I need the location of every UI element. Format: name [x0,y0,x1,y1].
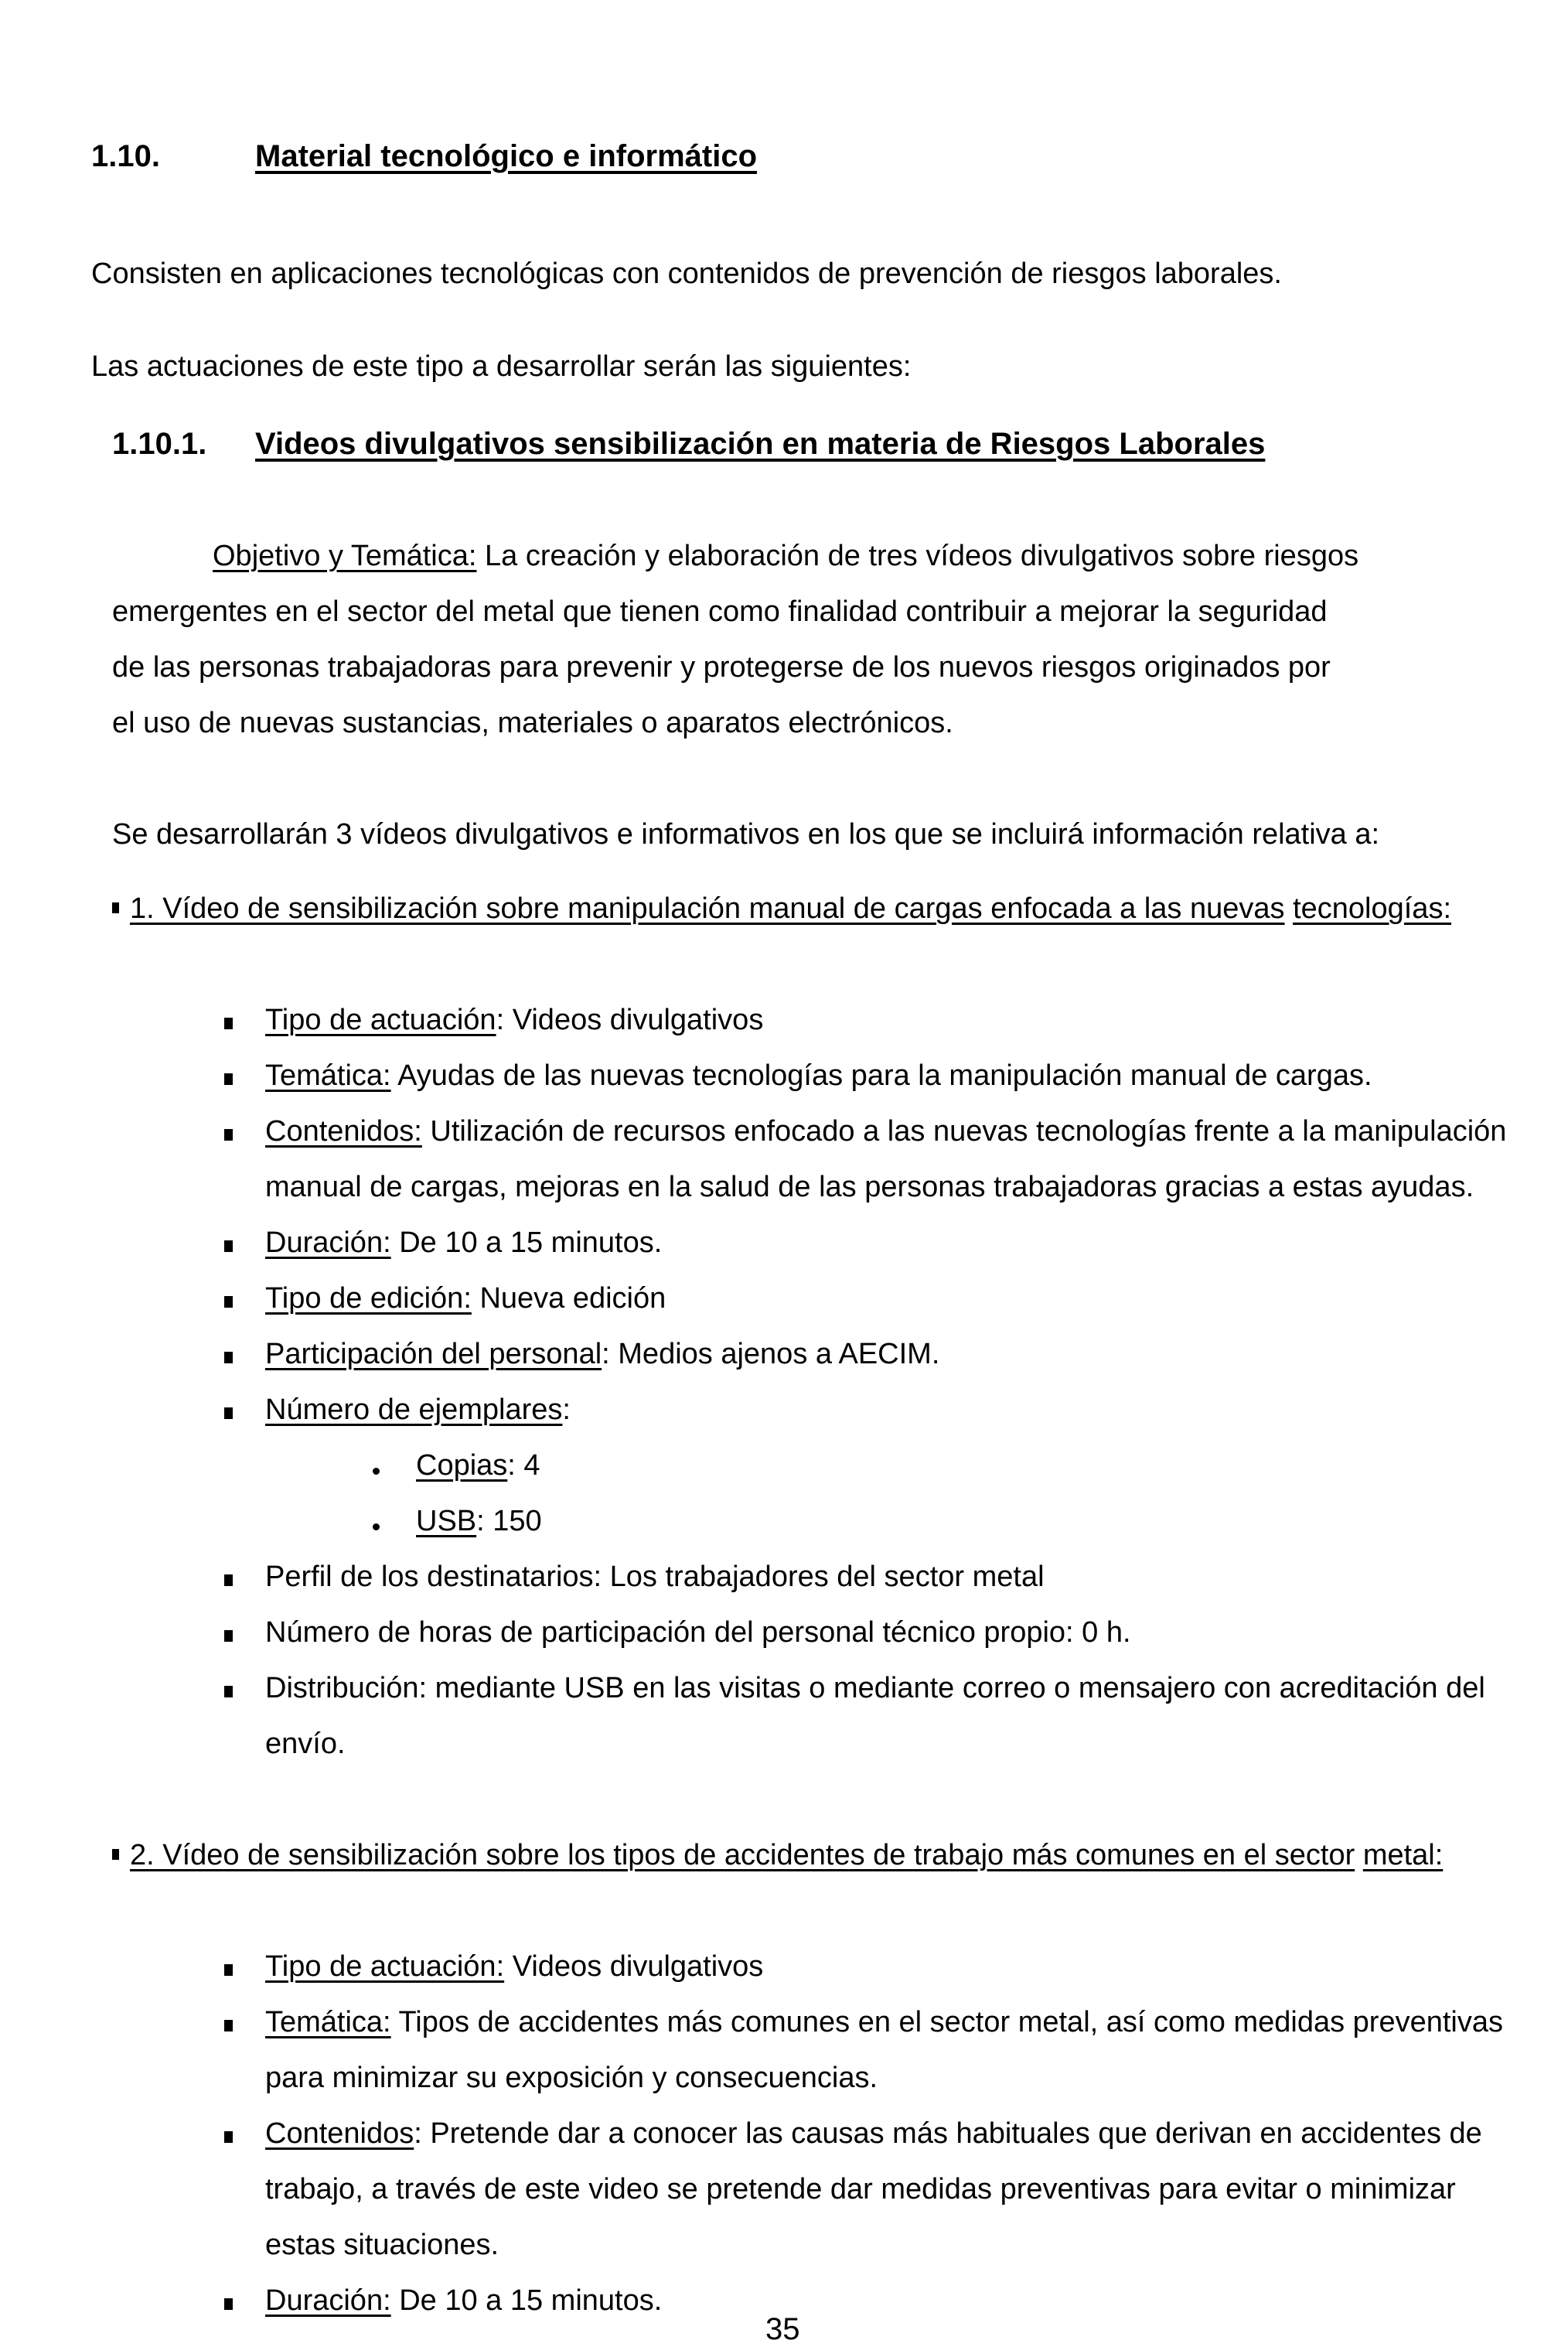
video-1-horas: Número de horas de participación del personal técnico propio: 0 h. [265,1616,1131,1649]
video-1-tipo-edicion: Tipo de edición: Nueva edición [265,1282,666,1315]
video-1-distribucion: Distribución: mediante USB en las visitas o mediante correo o mensajero con acreditación del [265,1672,1485,1704]
video-1-heading: 1. Vídeo de sensibilización sobre manipulación manual de cargas enfocada a las nuevas tecnologías: [112,892,1451,926]
subsection-title: Videos divulgativos sensibilización en materia de Riesgos Laborales [255,427,1266,461]
square-bullet-icon [224,2298,233,2310]
video-1-numero-ejemplares: Número de ejemplares: [265,1394,571,1426]
square-bullet-icon [224,2020,233,2031]
square-bullet-icon [224,1630,233,1642]
video-2-contenidos: Contenidos: Pretende dar a conocer las causas más habituales que derivan en accidentes de [265,2117,1482,2150]
video-2-duracion: Duración: De 10 a 15 minutos. [265,2284,663,2317]
square-bullet-icon [224,2131,233,2143]
video-2-heading: 2. Vídeo de sensibilización sobre los tipos de accidentes de trabajo más comunes en el sector metal: [112,1839,1443,1872]
intro-paragraph-1: Consisten en aplicaciones tecnológicas con contenidos de prevención de riesgos laborales. [91,258,1282,290]
square-bullet-icon [224,1574,233,1586]
videos-intro: Se desarrollarán 3 vídeos divulgativos e informativos en los que se incluirá información relativa a: [112,818,1380,851]
video-1-duracion: Duración: De 10 a 15 minutos. [265,1226,663,1259]
square-bullet-icon [224,1964,233,1976]
square-bullet-icon [224,1240,233,1252]
round-bullet-icon [373,1523,380,1530]
objective-line-1 [213,540,1358,573]
objective-text: La creación y elaboración de tres vídeos divulgativos sobre riesgos [476,540,1359,572]
square-bullet-icon [224,1018,233,1029]
video-1-contenidos-continuation: manual de cargas, mejoras en la salud de las personas trabajadoras gracias a estas ayudas. [265,1171,1474,1203]
objective-line-4: el uso de nuevas sustancias, materiales o aparatos electrónicos. [112,707,953,739]
square-bullet-icon [224,1407,233,1419]
objective-line-3: de las personas trabajadoras para prevenir y protegerse de los nuevos riesgos originados por [112,651,1331,684]
video-1-participacion: Participación del personal: Medios ajenos a AECIM. [265,1338,940,1370]
square-bullet-icon [224,1073,233,1085]
video-2-tipo-actuacion: Tipo de actuación: Videos divulgativos [265,1950,764,1983]
video-1-perfil: Perfil de los destinatarios: Los trabajadores del sector metal [265,1561,1045,1593]
square-bullet-icon [224,1686,233,1697]
section-number: 1.10. [91,139,160,173]
video-1-tematica: Temática: Ayudas de las nuevas tecnologías para la manipulación manual de cargas. [265,1059,1372,1092]
square-bullet-icon [112,902,119,913]
video-2-tematica: Temática: Tipos de accidentes más comunes en el sector metal, así como medidas preventivas [265,2006,1503,2038]
subsection-number: 1.10.1. [112,427,207,461]
video-1-usb: USB: 150 [416,1505,542,1537]
intro-paragraph-2: Las actuaciones de este tipo a desarrollar serán las siguientes: [91,350,912,383]
square-bullet-icon [224,1129,233,1141]
objective-label: Objetivo y Temática: [213,540,477,572]
video-2-contenidos-continuation: trabajo, a través de este video se pretende dar medidas preventivas para evitar o minimizar [265,2173,1456,2205]
square-bullet-icon [224,1352,233,1363]
video-2-tematica-continuation: para minimizar su exposición y consecuencias. [265,2062,878,2094]
video-1-distribucion-continuation: envío. [265,1728,346,1760]
video-1-copias: Copias: 4 [416,1449,540,1482]
objective-line-2: emergentes en el sector del metal que tienen como finalidad contribuir a mejorar la seguridad [112,595,1328,628]
video-1-contenidos: Contenidos: Utilización de recursos enfocado a las nuevas tecnologías frente a la manipulación [265,1115,1507,1148]
round-bullet-icon [373,1468,380,1475]
square-bullet-icon [224,1296,233,1308]
video-1-tipo-actuacion: Tipo de actuación: Videos divulgativos [265,1004,764,1036]
video-2-contenidos-continuation-2: estas situaciones. [265,2229,499,2261]
square-bullet-icon [112,1849,119,1860]
section-title: Material tecnológico e informático [255,139,758,173]
page-number: 35 [765,2312,800,2346]
